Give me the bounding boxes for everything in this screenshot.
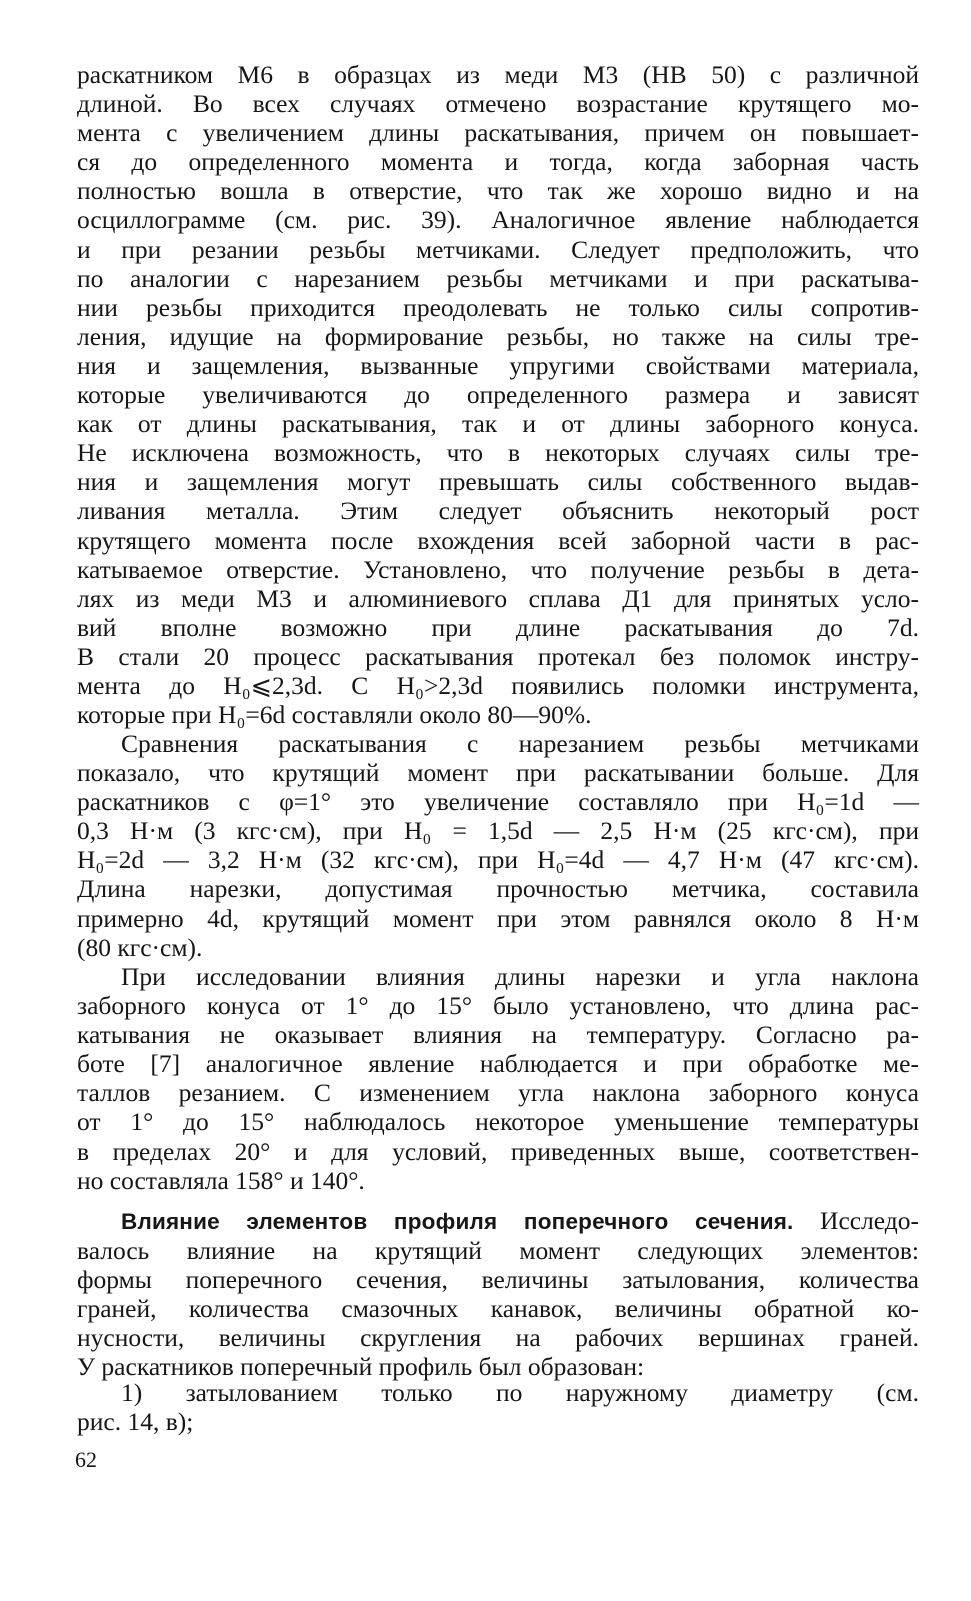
text-line: вий вполне возможно при длине раскатывания до 7d. [77, 612, 919, 642]
paragraph-3 [77, 962, 919, 1195]
text-line: от 1° до 15° наблюдалось некоторое уменьшение температуры [77, 1107, 919, 1137]
text-run: Исследо- [820, 1206, 920, 1235]
text-line: но составляла 158° и 140°. [77, 1165, 365, 1195]
paragraph-2 [77, 729, 919, 962]
text-line [77, 1206, 919, 1236]
text-line: Длина нарезки, допустимая прочностью метчика, составила [77, 874, 919, 904]
text-line: В стали 20 процесс раскатывания протекал без поломок инстру- [77, 641, 919, 671]
text-line: по аналогии с нарезанием резьбы метчиками и при раскатыва- [77, 263, 919, 293]
paragraph-5 [77, 1378, 919, 1436]
text-line: заборного конуса от 1° до 15° было установлено, что длина рас- [77, 991, 919, 1021]
text-line: и при резании резьбы метчиками. Следует предположить, что [77, 234, 919, 264]
text-line: ления, идущие на формирование резьбы, но также на силы тре- [77, 321, 919, 351]
text-line: При исследовании влияния длины нарезки и угла наклона [121, 962, 919, 991]
text-line: в пределах 20° и для условий, приведенных выше, соответствен- [77, 1136, 919, 1166]
text-line: примерно 4d, крутящий момент при этом равнялся около 8 Н·м [77, 903, 919, 933]
text-line: раскатником М6 в образцах из меди М3 (HB 50) с различной [77, 60, 919, 89]
text-line: длиной. Во всех случаях отмечено возрастание крутящего мо- [77, 89, 919, 119]
paragraph-1 [77, 60, 919, 729]
text-line: полностью вошла в отверстие, что так же хорошо видно и на [77, 176, 919, 206]
text-line: Сравнения раскатывания с нарезанием резьбы метчиками [121, 729, 919, 758]
text-line: формы поперечного сечения, величины затылования, количества [77, 1265, 919, 1295]
text-line: катываемое отверстие. Установлено, что получение резьбы в дета- [77, 554, 919, 584]
text-line: как от длины раскатывания, так и от длины заборного конуса. [77, 409, 919, 439]
text-line: ния и защемления могут превышать силы собственного выдав- [77, 467, 919, 497]
text-line: которые при H₀=6d составляли около 80—90%. [77, 700, 592, 730]
text-line: Не исключена возможность, что в некоторых случаях силы тре- [77, 438, 919, 468]
page-number: 62 [75, 1447, 97, 1472]
text-line: ливания металла. Этим следует объяснить некоторый рост [77, 496, 919, 526]
text-line: валось влияние на крутящий момент следующих элементов: [77, 1236, 919, 1266]
text-line: показало, что крутящий момент при раскатывании больше. Для [77, 758, 919, 788]
text-line: раскатников с φ=1° это увеличение составляло при H₀=1d — [77, 787, 919, 817]
text-line: H₀=2d — 3,2 Н·м (32 кгс·см), при H₀=4d — 4,7 Н·м (47 кгс·см). [77, 845, 919, 875]
text-line: рис. 14, в); [77, 1407, 194, 1437]
text-line: ния и защемления, вызванные упругими свойствами материала, [77, 350, 919, 380]
paragraph-4 [77, 1206, 919, 1382]
text-line: осциллограмме (см. рис. 39). Аналогичное явление наблюдается [77, 205, 919, 235]
text-line: лях из меди М3 и алюминиевого сплава Д1 для принятых усло- [77, 583, 919, 613]
text-line: граней, количества смазочных канавок, величины обратной ко- [77, 1294, 919, 1324]
text-line: мента с увеличением длины раскатывания, причем он повышает- [77, 118, 919, 148]
text-line: нусности, величины скругления на рабочих вершинах граней. [77, 1323, 919, 1353]
text-line: крутящего момента после вхождения всей заборной части в рас- [77, 525, 919, 555]
text-line: катывания не оказывает влияния на температуру. Согласно ра- [77, 1020, 919, 1050]
text-line: мента до H₀⩽2,3d. С H₀>2,3d появились поломки инструмента, [77, 670, 919, 700]
text-line: таллов резанием. С изменением угла наклона заборного конуса [77, 1078, 919, 1108]
text-line: ся до определенного момента и тогда, когда заборная часть [77, 147, 919, 177]
section-heading: Влияние элементов профиля поперечного сечения. [121, 1209, 794, 1234]
text-line: которые увеличиваются до определенного размера и зависят [77, 380, 919, 410]
text-line: нии резьбы приходится преодолевать не только силы сопротив- [77, 292, 919, 322]
text-line: 0,3 Н·м (3 кгс·см), при H₀ = 1,5d — 2,5 Н·м (25 кгс·см), при [77, 816, 919, 846]
text-line: 1) затылованием только по наружному диаметру (см. [121, 1378, 919, 1407]
text-line: У раскатников поперечный профиль был образован: [77, 1352, 645, 1382]
text-line: (80 кгс·см). [77, 932, 203, 962]
text-line: боте [7] аналогичное явление наблюдается и при обработке ме- [77, 1049, 919, 1079]
